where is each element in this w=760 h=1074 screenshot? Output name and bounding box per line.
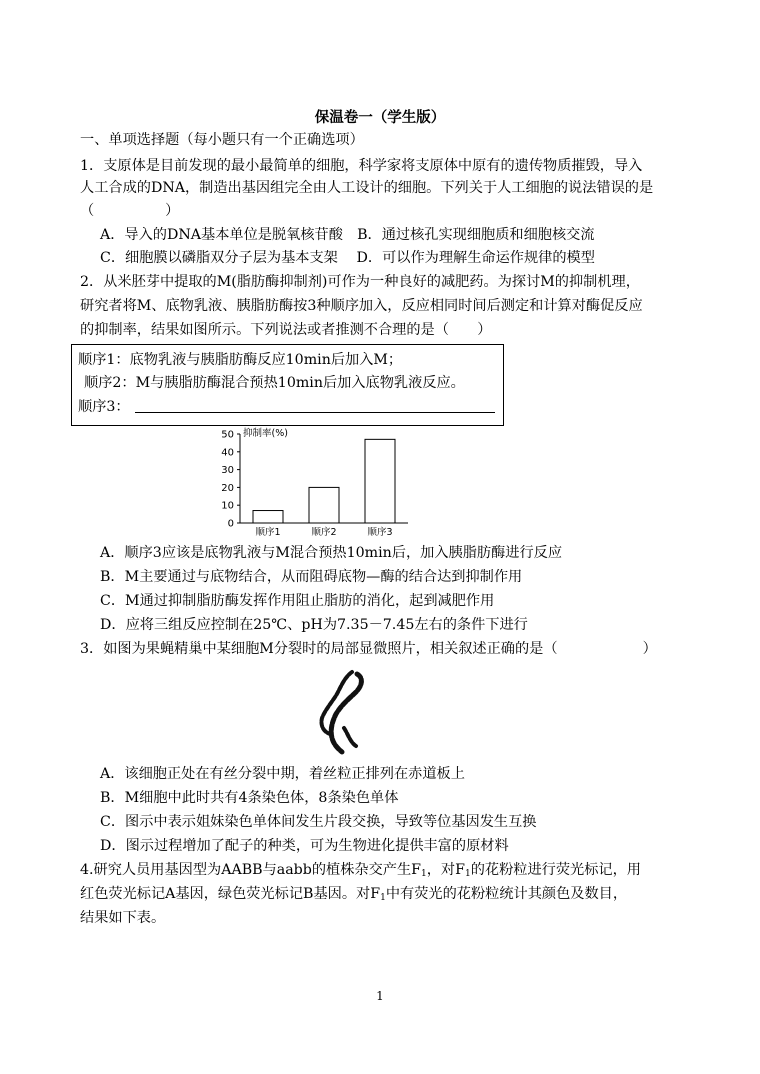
q4-line3: 结果如下表。 xyxy=(80,910,166,926)
section-heading: 一、单项选择题（每小题只有一个正确选项） xyxy=(80,132,364,148)
q3-line1: 3．如图为果蝇精巢中某细胞M分裂时的局部显微照片，相关叙述正确的是（ ） xyxy=(80,641,657,657)
bar xyxy=(253,511,283,523)
q2-option-b: B．M主要通过与底物结合，从而阻碍底物—酶的结合达到抑制作用 xyxy=(100,569,523,585)
q3-option-b: B．M细胞中此时共有4条染色体，8条染色单体 xyxy=(100,790,399,806)
page-title: 保温卷一（学生版） xyxy=(314,109,446,126)
sequence-2-text: 顺序2：M与胰脂肪酶混合预热10min后加入底物乳液反应。 xyxy=(84,375,465,391)
q1-line2: 人工合成的DNA，制造出基因组完全由人工设计的细胞。下列关于人工细胞的说法错误的是 xyxy=(80,180,654,196)
q2-option-a: A．顺序3应该是底物乳液与M混合预热10min后，加入胰脂肪酶进行反应 xyxy=(100,545,563,561)
bar xyxy=(365,439,395,523)
x-tick-label: 顺序1 xyxy=(255,527,281,538)
q1-answer-blank: （ ） xyxy=(80,203,180,219)
y-tick-label: 30 xyxy=(221,465,234,477)
x-tick-label: 顺序2 xyxy=(311,527,337,538)
q4-line2: 红色荧光标记A基因，绿色荧光标记B基因。对$F_1$中有荧光的花粉粒统计其颜色及数目， xyxy=(80,886,628,903)
sequence-3-blank xyxy=(135,412,495,413)
q2-line3: 的抑制率，结果如图所示。下列说法或者推测不合理的是（ ） xyxy=(80,322,492,338)
y-tick-label: 40 xyxy=(221,447,234,459)
q1-line1: 1．支原体是目前发现的最小最简单的细胞，科学家将支原体中原有的遗传物质摧毁，导入 xyxy=(80,158,643,174)
y-tick-label: 0 xyxy=(227,518,234,530)
y-tick-label: 20 xyxy=(221,482,234,494)
q2-line2: 研究者将M、底物乳液、胰脂肪酶按3种顺序加入，反应相同时间后测定和计算对酶促反应 xyxy=(80,298,643,314)
q4-line1: 4.研究人员用基因型为AABB与aabb的植株杂交产生$F_1$，对$F_1$的花粉粒进行荧光标记，用 xyxy=(80,862,641,879)
x-tick-label: 顺序3 xyxy=(367,527,393,538)
y-axis-label: 抑制率(%) xyxy=(243,428,288,439)
sequence-1-text: 顺序1：底物乳液与胰脂肪酶反应10min后加入M； xyxy=(78,352,403,368)
q2-line1: 2．从米胚芽中提取的M(脂肪酶抑制剂)可作为一种良好的减肥药。为探讨M的抑制机理， xyxy=(80,274,640,290)
chromosome-micrograph xyxy=(312,668,372,758)
q1-options-ab: A．导入的DNA基本单位是脱氧核苷酸 B．通过核孔实现细胞质和细胞核交流 xyxy=(100,227,595,243)
page-number: 1 xyxy=(376,989,384,1003)
q2-option-d: D．应将三组反应控制在25℃、pH为7.35－7.45左右的条件下进行 xyxy=(100,617,528,633)
q3-option-c: C．图示中表示姐妹染色单体间发生片段交换，导致等位基因发生互换 xyxy=(100,814,537,830)
sequence-3-label: 顺序3： xyxy=(78,399,130,415)
y-tick-label: 10 xyxy=(221,500,234,512)
q2-option-c: C．M通过抑制脂肪酶发挥作用阻止脂肪的消化，起到减肥作用 xyxy=(100,593,495,609)
q1-options-cd: C．细胞膜以磷脂双分子层为基本支架 D．可以作为理解生命运作规律的模型 xyxy=(100,250,595,266)
q3-option-d: D．图示过程增加了配子的种类，可为生物进化提供丰富的原材料 xyxy=(100,838,509,854)
q3-option-a: A．该细胞正处在有丝分裂中期，着丝粒正排列在赤道板上 xyxy=(100,766,465,782)
bar xyxy=(309,487,339,523)
inhibition-rate-chart xyxy=(215,425,415,540)
y-tick-label: 50 xyxy=(221,429,234,441)
